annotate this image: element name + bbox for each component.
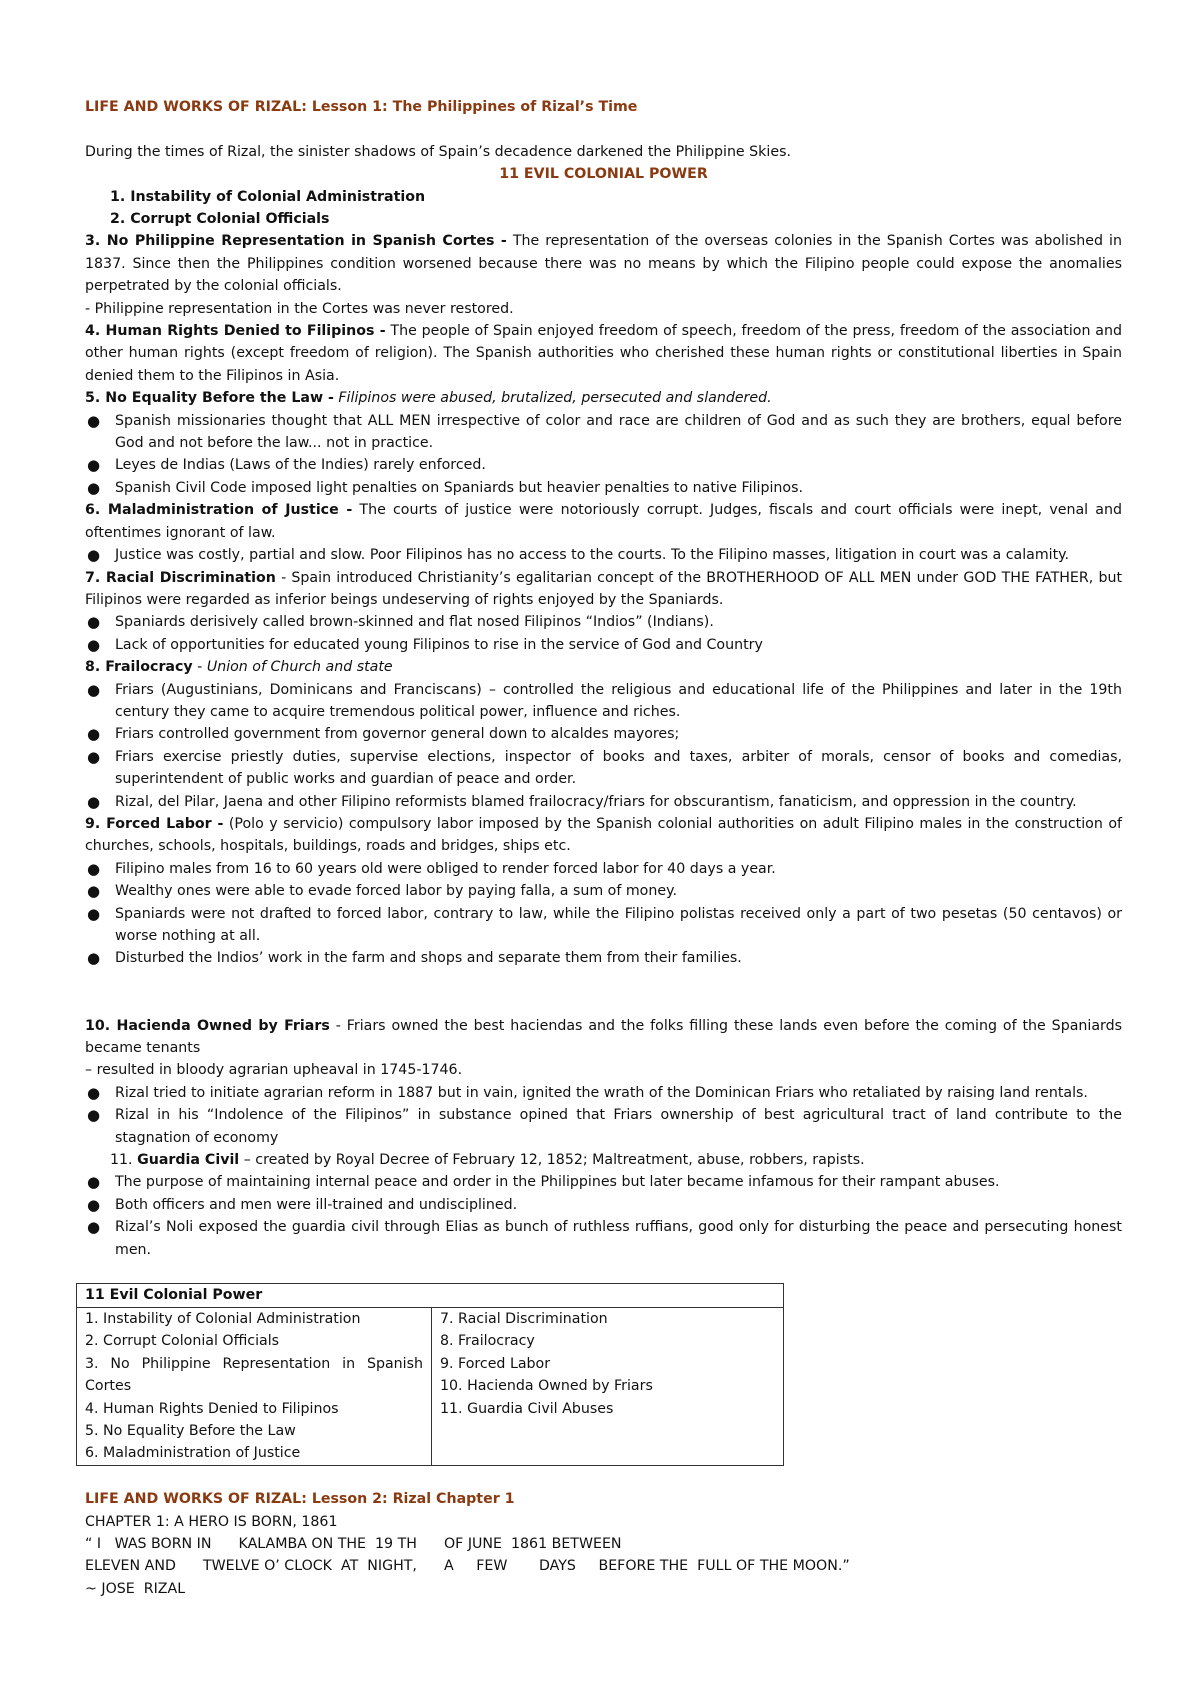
list-item: [85, 544, 1122, 566]
item-4: [85, 320, 1122, 387]
list-item: [85, 454, 1122, 476]
list-item: [85, 723, 1122, 745]
bullet-icon: ●: [87, 882, 101, 901]
list-item: [85, 410, 1122, 455]
table-right-cell: [432, 1307, 784, 1465]
item-3-text: The representation of the overseas colonies in the Spanish Cortes was abolished in 1837. Since then the Philippines condition worsened because there was no means by which the Filipino people could expose the anomalies perpetrated by the colonial officials.: [85, 233, 1122, 295]
evil-power-subtitle: 11 EVIL COLONIAL POWER: [499, 166, 708, 183]
spacer: [85, 118, 1122, 140]
list-item: [85, 1216, 1122, 1261]
item-4-heading: 4. Human Rights Denied to Filipinos -: [85, 323, 386, 340]
table-cell-line: 1. Instability of Colonial Administration: [85, 1310, 361, 1327]
document-page: [85, 96, 1122, 1600]
item-10-text: - Friars owned the best haciendas and the folks filling these lands even before the coming of the Spaniards became tenants: [85, 1017, 1122, 1057]
list-item: [85, 903, 1122, 948]
item-7: [85, 567, 1122, 612]
item-8-heading: 8. Frailocracy: [85, 659, 193, 676]
bullet-icon: ●: [87, 546, 101, 565]
spacer: [85, 970, 1122, 1015]
item-7-heading: 7. Racial Discrimination: [85, 569, 276, 586]
list-item: [85, 679, 1122, 724]
table-cell-line: 10. Hacienda Owned by Friars: [440, 1378, 653, 1395]
list-item-text: Both officers and men were ill-trained and undisciplined.: [115, 1196, 518, 1213]
list-item-text: Friars controlled government from governor general down to alcaldes mayores;: [115, 726, 680, 743]
item-7-bullets: [85, 611, 1122, 656]
summary-table: [76, 1283, 784, 1465]
item-3-heading: 3. No Philippine Representation in Spanish Cortes -: [85, 233, 507, 250]
list-item-text: Justice was costly, partial and slow. Poor Filipinos has no access to the courts. To the Filipino masses, litigation in court was a calamity.: [115, 547, 1070, 564]
bullet-icon: ●: [87, 949, 101, 968]
bullet-icon: ●: [87, 411, 101, 430]
quote-author: ~ JOSE RIZAL: [85, 1580, 186, 1597]
list-item: [85, 1171, 1122, 1193]
item-6: [85, 499, 1122, 544]
bullet-icon: ●: [87, 859, 101, 878]
item-8-text: Union of Church and state: [206, 659, 393, 676]
item-5-text: Filipinos were abused, brutalized, persecuted and slandered.: [333, 390, 772, 407]
bullet-icon: ●: [87, 1218, 101, 1237]
item-11: [85, 1149, 1122, 1171]
item-3: [85, 230, 1122, 297]
bullet-icon: ●: [87, 1106, 101, 1125]
table-cell-line: 9. Forced Labor: [440, 1355, 551, 1372]
table-cell-line: 7. Racial Discrimination: [440, 1310, 608, 1327]
bullet-icon: ●: [87, 747, 101, 766]
quote-line-2: ELEVEN AND TWELVE O’ CLOCK AT NIGHT, A FEW DAYS BEFORE THE FULL OF THE MOON.”: [85, 1558, 850, 1575]
item-8-dash: -: [192, 659, 207, 676]
list-item-text: Lack of opportunities for educated young Filipinos to rise in the service of God and Country: [115, 636, 763, 653]
item-5-bullets: [85, 410, 1122, 500]
bullet-icon: ●: [87, 1173, 101, 1192]
list-item-text: Rizal tried to initiate agrarian reform in 1887 but in vain, ignited the wrath of the Dominican Friars who retaliated by raising land rentals.: [115, 1084, 1088, 1101]
item-3-note: - Philippine representation in the Cortes was never restored.: [85, 300, 514, 317]
lesson1-title: LIFE AND WORKS OF RIZAL: Lesson 1: The Philippines of Rizal’s Time: [85, 99, 638, 115]
bullet-icon: ●: [87, 613, 101, 632]
table-header-row: [77, 1284, 784, 1307]
bullet-icon: ●: [87, 1195, 101, 1214]
item-11-number: 11.: [110, 1152, 138, 1169]
item-8: [85, 656, 1122, 678]
item-11-text: – created by Royal Decree of February 12, 1852; Maltreatment, abuse, robbers, rapists.: [239, 1152, 865, 1169]
item-10-note: – resulted in bloody agrarian upheaval in 1745-1746.: [85, 1062, 463, 1079]
list-item-text: Spaniards derisively called brown-skinned and flat nosed Filipinos “Indios” (Indians).: [115, 614, 714, 631]
quote-line-1: “ I WAS BORN IN KALAMBA ON THE 19 TH OF JUNE 1861 BETWEEN: [85, 1535, 622, 1552]
bullet-icon: ●: [87, 456, 101, 475]
bullet-icon: ●: [87, 635, 101, 654]
table-cell-line: 3. No Philippine Representation in Spanish Cortes: [85, 1355, 423, 1395]
table-cell-line: 11. Guardia Civil Abuses: [440, 1400, 614, 1417]
list-item-text: Spanish missionaries thought that ALL MEN irrespective of color and race are children of God and as such they are brothers, equal before God and not before the law... not in practice.: [115, 412, 1122, 452]
bullet-icon: ●: [87, 904, 101, 923]
list-item: [85, 1194, 1122, 1216]
list-item-text: Wealthy ones were able to evade forced labor by paying falla, a sum of money.: [115, 883, 677, 900]
list-item: [85, 858, 1122, 880]
table-cell-line: 5. No Equality Before the Law: [85, 1422, 296, 1439]
list-item: [85, 791, 1122, 813]
list-item-text: Friars (Augustinians, Dominicans and Franciscans) – controlled the religious and educational life of the Philippines and later in the 19th century they came to acquire tremendous political power, influence and riches.: [115, 681, 1122, 720]
list-item-text: Filipino males from 16 to 60 years old were obliged to render forced labor for 40 days a year.: [115, 860, 776, 877]
item-5: [85, 387, 1122, 409]
list-item-text: Leyes de Indias (Laws of the Indies) rarely enforced.: [115, 457, 486, 474]
list-item-text: Rizal, del Pilar, Jaena and other Filipino reformists blamed frailocracy/friars for obscurantism, fanaticism, and oppression in the country.: [115, 793, 1077, 810]
list-item: [85, 746, 1122, 791]
table-left-cell: [77, 1307, 432, 1465]
item-6-text: The courts of justice were notoriously corrupt. Judges, fiscals and court officials were inept, venal and oftentimes ignorant of law.: [85, 502, 1122, 541]
item-10: [85, 1015, 1122, 1060]
list-item-text: Spaniards were not drafted to forced labor, contrary to law, while the Filipino polistas received only a part of two pesetas (50 centavos) or worse nothing at all.: [115, 905, 1122, 945]
item-9-bullets: [85, 858, 1122, 970]
table-row: [77, 1307, 784, 1465]
lesson2-title: LIFE AND WORKS OF RIZAL: Lesson 2: Rizal Chapter 1: [85, 1491, 515, 1508]
bullet-icon: ●: [87, 478, 101, 497]
list-item: [85, 611, 1122, 633]
list-item: [85, 1104, 1122, 1149]
table-header-cell: [77, 1284, 784, 1307]
item-11-heading: Guardia Civil: [137, 1152, 240, 1169]
list-item: [85, 947, 1122, 969]
list-item-text: Rizal’s Noli exposed the guardia civil through Elias as bunch of ruthless ruffians, good only for disturbing the peace and persecuting honest men.: [115, 1219, 1122, 1258]
bullet-icon: ●: [87, 1083, 101, 1102]
item-6-heading: 6. Maladministration of Justice -: [85, 502, 353, 519]
item-5-heading: 5. No Equality Before the Law -: [85, 390, 334, 407]
list-item: [85, 634, 1122, 656]
item-9: [85, 813, 1122, 858]
table-cell-line: 4. Human Rights Denied to Filipinos: [85, 1400, 339, 1417]
item-7-text: - Spain introduced Christianity’s egalitarian concept of the BROTHERHOOD OF ALL MEN under GOD THE FATHER, but Filipinos were regarded as inferior beings undeserving of rights enjoyed by the Spaniards.: [85, 569, 1123, 608]
item-4-text: The people of Spain enjoyed freedom of speech, freedom of the press, freedom of the association and other human rights (except freedom of religion). The Spanish authorities who cherished these human rights or constitutional liberties in Spain denied them to the Filipinos in Asia.: [85, 323, 1122, 384]
item-11-bullets: [85, 1171, 1122, 1261]
bullet-icon: ●: [87, 725, 101, 744]
list-item-text: Friars exercise priestly duties, supervise elections, inspector of books and taxes, arbiter of morals, censor of books and comedias, superintendent of public works and guardian of peace and order.: [115, 748, 1122, 788]
table-cell-line: 8. Frailocracy: [440, 1333, 535, 1350]
bullet-icon: ●: [87, 792, 101, 811]
table-header-text: 11 Evil Colonial Power: [85, 1287, 263, 1304]
list-item: [85, 1082, 1122, 1104]
item-2: 2. Corrupt Colonial Officials: [110, 211, 330, 228]
item-10-heading: 10. Hacienda Owned by Friars: [85, 1017, 330, 1034]
spacer: [85, 1466, 1122, 1488]
item-10-bullets: [85, 1082, 1122, 1149]
chapter-heading: CHAPTER 1: A HERO IS BORN, 1861: [85, 1513, 338, 1530]
spacer: [85, 1261, 1122, 1283]
table-cell-line: 2. Corrupt Colonial Officials: [85, 1333, 280, 1350]
list-item: [85, 477, 1122, 499]
list-item-text: Spanish Civil Code imposed light penalties on Spaniards but heavier penalties to native Filipinos.: [115, 479, 803, 496]
bullet-icon: ●: [87, 680, 101, 699]
item-8-bullets: [85, 679, 1122, 813]
list-item-text: Disturbed the Indios’ work in the farm and shops and separate them from their families.: [115, 950, 742, 967]
item-6-bullets: [85, 544, 1122, 566]
list-item-text: Rizal in his “Indolence of the Filipinos” in substance opined that Friars ownership of best agricultural tract of land contribute to the stagnation of economy: [115, 1107, 1122, 1146]
table-cell-line: 6. Maladministration of Justice: [85, 1445, 301, 1462]
item-9-text: (Polo y servicio) compulsory labor imposed by the Spanish colonial authorities on adult Filipino males in the construction of churches, schools, hospitals, buildings, roads and bridges, ships etc.: [85, 815, 1123, 855]
list-item: [85, 880, 1122, 902]
list-item-text: The purpose of maintaining internal peace and order in the Philippines but later became infamous for their rampant abuses.: [115, 1174, 1000, 1191]
lesson1-intro: During the times of Rizal, the sinister shadows of Spain’s decadence darkened the Philippine Skies.: [85, 143, 791, 160]
item-1: 1. Instability of Colonial Administration: [110, 188, 426, 205]
item-9-heading: 9. Forced Labor -: [85, 815, 224, 832]
